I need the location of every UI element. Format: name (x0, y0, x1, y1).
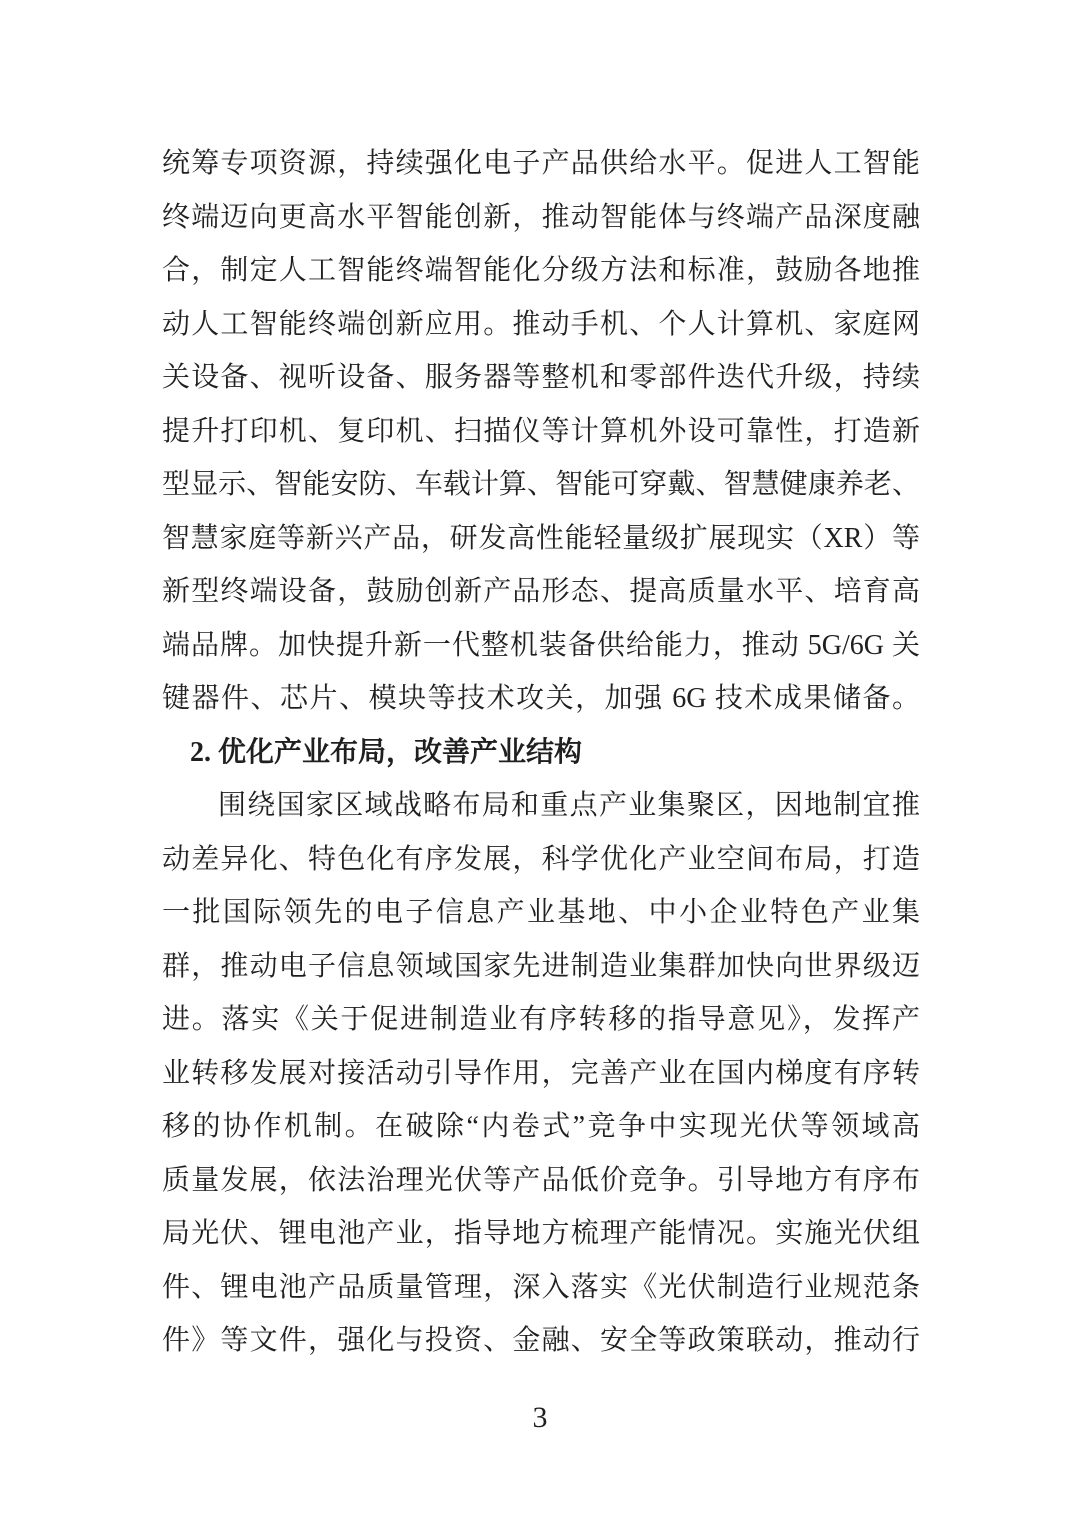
body-text-line: 动差异化、特色化有序发展，科学优化产业空间布局，打造 (162, 843, 920, 875)
body-text-line: 进。落实《关于促进制造业有序转移的指导意见》，发挥产 (162, 1004, 920, 1035)
body-text (162, 137, 920, 1368)
body-text-line: 新型终端设备，鼓励创新产品形态、提高质量水平、培育高 (162, 576, 920, 607)
body-text-line: 合，制定人工智能终端智能化分级方法和标准，鼓励各地推 (162, 255, 920, 286)
body-text-line: 统筹专项资源，持续强化电子产品供给水平。促进人工智能 (162, 148, 920, 179)
body-text-line: 键器件、芯片、模块等技术攻关，加强 6G 技术成果储备。 (162, 683, 920, 714)
body-text-line: 群，推动电子信息领域国家先进制造业集群加快向世界级迈 (162, 950, 920, 982)
body-text-line: 件》等文件，强化与投资、金融、安全等政策联动，推动行 (162, 1325, 920, 1356)
body-text-line: 端品牌。加快提升新一代整机装备供给能力，推动 5G/6G 关 (162, 629, 920, 661)
page-number: 3 (532, 1401, 548, 1434)
body-text-line: 智慧家庭等新兴产品，研发高性能轻量级扩展现实（XR）等 (162, 522, 920, 554)
body-text-line: 提升打印机、复印机、扫描仪等计算机外设可靠性，打造新 (162, 415, 920, 447)
body-text-line: 围绕国家区域战略布局和重点产业集聚区，因地制宜推 (218, 790, 920, 821)
body-text-line: 质量发展，依法治理光伏等产品低价竞争。引导地方有序布 (162, 1164, 920, 1196)
body-text-line: 局光伏、锂电池产业，指导地方梳理产能情况。实施光伏组 (162, 1218, 920, 1249)
body-text-line: 关设备、视听设备、服务器等整机和零部件迭代升级，持续 (162, 362, 920, 393)
body-text-line: 动人工智能终端创新应用。推动手机、个人计算机、家庭网 (162, 308, 920, 340)
body-text-line: 一批国际领先的电子信息产业基地、中小企业特色产业集 (162, 897, 920, 928)
body-text-line: 终端迈向更高水平智能创新，推动智能体与终端产品深度融 (162, 201, 920, 233)
body-text-line: 移的协作机制。在破除“内卷式”竞争中实现光伏等领域高 (162, 1111, 920, 1142)
body-text-line: 业转移发展对接活动引导作用，完善产业在国内梯度有序转 (162, 1057, 920, 1089)
body-text-line: 型显示、智能安防、车载计算、智能可穿戴、智慧健康养老、 (162, 469, 920, 500)
body-text-line: 件、锂电池产品质量管理，深入落实《光伏制造行业规范条 (162, 1271, 920, 1303)
section-heading: 2. 优化产业布局，改善产业结构 (190, 736, 583, 768)
